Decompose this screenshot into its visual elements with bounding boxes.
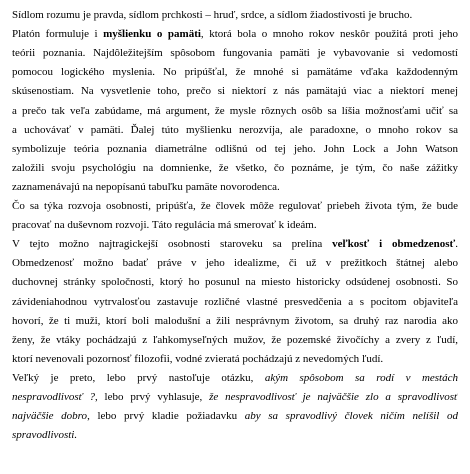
text-line [12, 388, 458, 407]
text-line [12, 25, 458, 44]
italic-text: nespravodlivosť ? [12, 391, 95, 403]
text-line [12, 178, 458, 197]
text-run: zaznamenávajú na nepopísanú tabuľku pamäte novorodenca. [12, 180, 280, 193]
text-run: ktorí nevenovali pozornosť filozofii, vodné zvieratá pochádzajú z nevedomých ľudí. [12, 352, 384, 365]
text-line [12, 426, 458, 445]
text-line [12, 331, 458, 350]
text-run: duchovnej stránky spoločnosti, ktorý ho posunul na miesto historicky odsúdenej osobnosti. So [12, 276, 458, 289]
text-run: pracovať na duševnom rozvoji. Táto regulácia má smerovať k ideám. [12, 219, 317, 232]
italic-text: že nespravodlivosť je najväčšie zlo a spravodlivosť [209, 391, 458, 403]
text-line [12, 407, 458, 426]
text-line [12, 44, 458, 63]
text-run: ženy, že vtáky pochádzajú z ľahkomyseľných mužov, že pozemské živočíchy a zvery z ľudí, [12, 333, 458, 346]
italic-text: akým spôsobom sa rodí v mestách [264, 371, 458, 384]
text-line [12, 273, 458, 292]
text-line [12, 102, 458, 121]
text-line [12, 82, 458, 101]
text-run: Čo sa týka rozvoja osobnosti, pripúšťa, že človek môže regulovať priebeh života tým, že bude [12, 200, 458, 212]
text-line [12, 254, 458, 273]
text-run: V tejto možno najtragickejší osobnosti staroveku sa prelína [12, 238, 333, 251]
bold-text: myšlienku o pamäti [103, 28, 201, 41]
text-line [12, 293, 458, 312]
text-run: skúsenostiam. Na vysvetlenie toho, prečo si niektorí z nás pamätajú viac a niektorí menej [12, 85, 458, 98]
text-line [12, 121, 458, 140]
text-run: Platón formuluje i [12, 28, 104, 41]
text-run: Veľký je preto, lebo prvý nastoľuje otázku, [12, 371, 265, 384]
text-run: a uchovávať v pamäti. Ďalej túto myšlienku nerozvíja, ale paradoxne, o mnoho rokov sa [12, 123, 458, 136]
text-line [12, 159, 458, 178]
text-run: Obmedzenosť možno badať práve v jeho idealizme, či už v prežitkoch štátnej alebo [12, 257, 458, 270]
italic-text: najväčšie dobro [12, 410, 88, 423]
text-run: , lebo prvý vyhlasuje, [94, 391, 210, 403]
text-line [12, 140, 458, 159]
text-line [12, 350, 458, 369]
text-run: teórii poznania. Najdôležitejším spôsobom fungovania pamäti je vybavovanie si vedomostí [12, 47, 458, 60]
text-run: pomocou logického myslenia. No pripúšťal, že mnohé si pamätáme vďaka každodenným [12, 66, 458, 79]
text-line [12, 312, 458, 331]
text-run: , ktorá bola o mnoho rokov neskôr použitá proti jeho [200, 28, 458, 41]
text-line [12, 369, 458, 388]
bold-text: veľkosť i obmedzenosť [332, 238, 456, 251]
italic-text: spravodlivosti. [12, 429, 78, 442]
text-run: a prečo tak veľa zabúdame, má argument, že mysle rôznych osôb sa líšia možnosťami učiť sa [12, 104, 458, 117]
text-line [12, 216, 458, 235]
text-run: symbolizuje teória poznania diametrálne odlišnú od tej jeho. John Lock a John Watson [12, 142, 458, 155]
text-line [12, 63, 458, 82]
text-run: . [455, 238, 458, 251]
text-run: Sídlom rozumu je pravda, sídlom prchkosti – hruď, srdce, a sídlom žiadostivosti je brucho. [12, 9, 413, 21]
text-line [12, 197, 458, 216]
text-run: , lebo prvý kladie požiadavku [87, 410, 245, 423]
text-run: založili svoju psychológiu na domnienke, že všetko, čo poznáme, je tým, čo naše zážitky [12, 161, 458, 174]
text-run: závideniahodnou vytrvalosťou zastavuje rozličné vlastné presvedčenia a s pocitom objaviteľa [12, 295, 458, 308]
text-run: hovorí, že ti muži, ktorí boli malodušní a žili nesprávnym životom, sa druhý raz narodia ako [12, 314, 458, 327]
text-line [12, 6, 458, 25]
text-line [12, 235, 458, 254]
italic-text: aby sa spravodlivý človek ničím nelíšil od [244, 410, 458, 423]
